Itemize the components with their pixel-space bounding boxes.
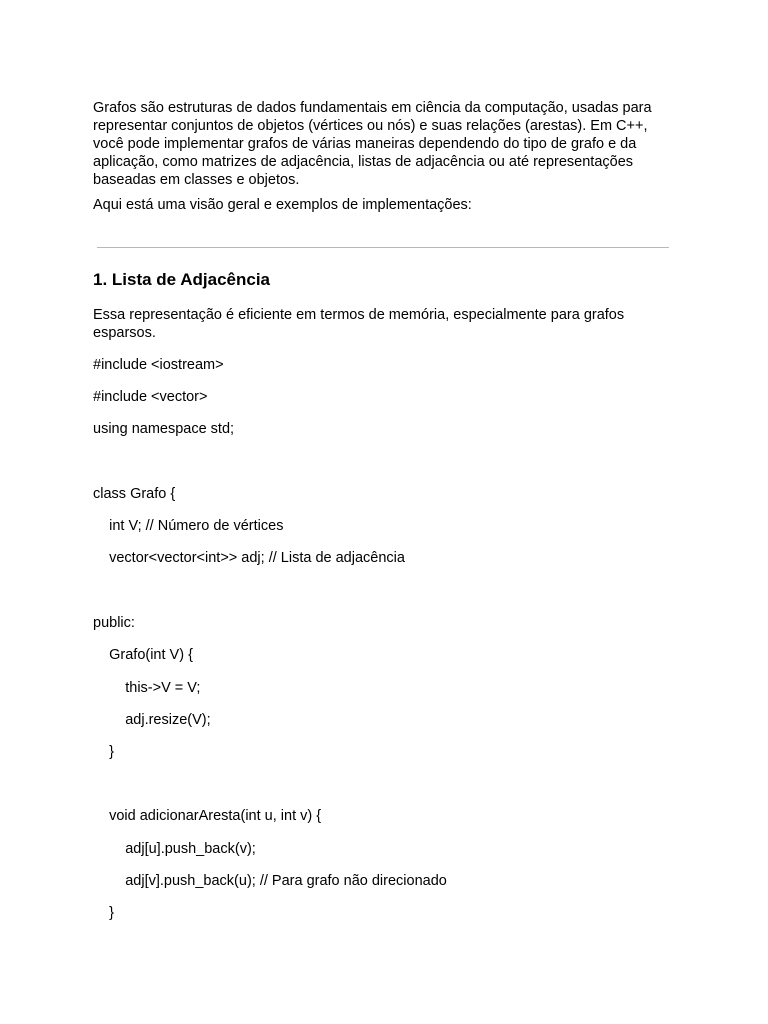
code-line: public: <box>93 615 135 631</box>
code-line: vector<vector<int>> adj; // Lista de adjacência <box>93 550 405 566</box>
code-line: #include <vector> <box>93 389 208 405</box>
code-line: this->V = V; <box>93 680 201 696</box>
intro-paragraph: Grafos são estruturas de dados fundamentais em ciência da computação, usadas para representar conjuntos de objetos (vértices ou nós) e suas relações (arestas). Em C++, você pode implementar grafos de várias maneiras dependendo do tipo de grafo e da aplicação, como matrizes de adjacência, listas de adjacência ou até representações baseadas em classes e objetos. <box>93 100 652 188</box>
code-line: class Grafo { <box>93 486 176 502</box>
code-line: adj[v].push_back(u); // Para grafo não direcionado <box>93 873 447 889</box>
section-heading: 1. Lista de Adjacência <box>93 270 270 289</box>
code-line: } <box>93 744 114 760</box>
intro-overview-line: Aqui está uma visão geral e exemplos de implementações: <box>93 197 472 213</box>
code-line: adj.resize(V); <box>93 712 211 728</box>
code-line: #include <iostream> <box>93 357 224 373</box>
code-line: int V; // Número de vértices <box>93 518 284 534</box>
document-page <box>93 99 673 921</box>
section-description: Essa representação é eficiente em termos de memória, especialmente para grafos esparsos. <box>93 307 625 341</box>
code-line: void adicionarAresta(int u, int v) { <box>93 808 322 824</box>
code-line: Grafo(int V) { <box>93 647 193 663</box>
code-line: } <box>93 905 114 921</box>
code-line: using namespace std; <box>93 421 235 437</box>
horizontal-divider <box>97 247 669 248</box>
code-line: adj[u].push_back(v); <box>93 841 256 857</box>
